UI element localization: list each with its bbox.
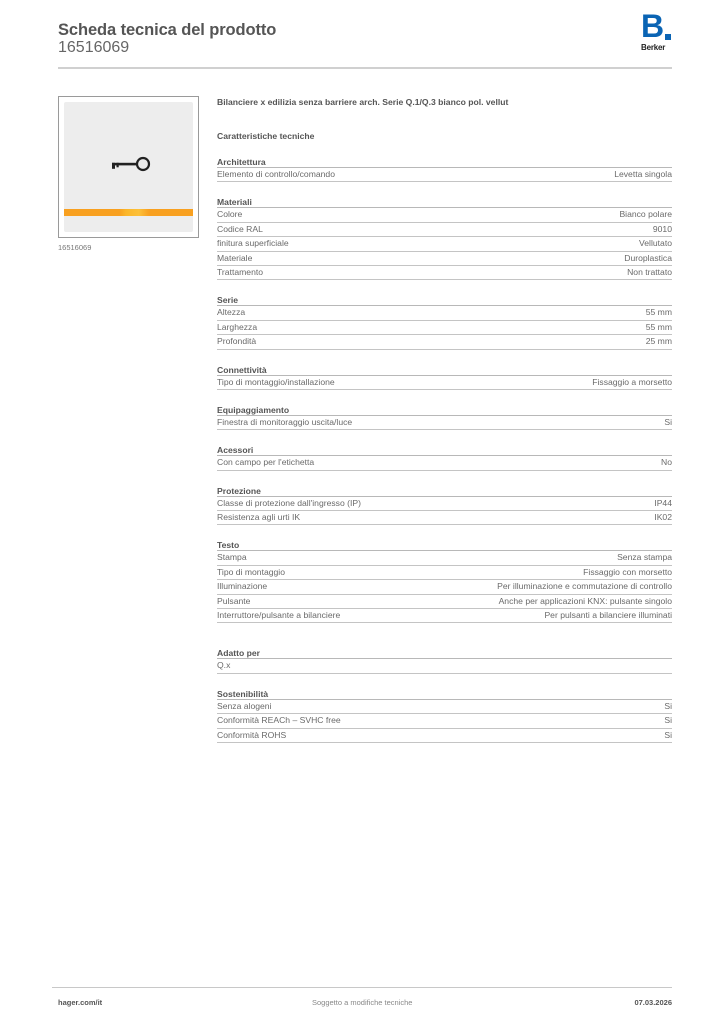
spec-value: 9010 xyxy=(652,223,672,234)
spec-label: Con campo per l'etichetta xyxy=(217,457,315,468)
spec-row xyxy=(217,566,672,580)
spec-row xyxy=(217,700,672,714)
spec-row xyxy=(217,237,672,251)
footer-divider xyxy=(52,987,672,988)
spec-row xyxy=(217,335,672,349)
section-heading: Acessori xyxy=(217,444,672,456)
spec-value: Non trattato xyxy=(627,266,672,277)
spec-content xyxy=(217,96,672,743)
spec-label: Q.x xyxy=(217,660,231,671)
spec-section xyxy=(217,647,672,673)
section-heading: Adatto per xyxy=(217,647,672,659)
key-icon xyxy=(106,154,154,174)
section-heading: Protezione xyxy=(217,485,672,497)
spec-value: Fissaggio con morsetto xyxy=(583,566,672,577)
product-title: Bilanciere x edilizia senza barriere arch. Serie Q.1/Q.3 bianco pol. vellut xyxy=(217,97,509,107)
spec-sections xyxy=(217,156,672,743)
spec-value: Fissaggio a morsetto xyxy=(592,376,672,387)
berker-logo xyxy=(641,8,675,56)
footer-notice: Soggetto a modifiche tecniche xyxy=(312,998,413,1007)
spec-row xyxy=(217,223,672,237)
spec-row xyxy=(217,168,672,182)
logo-dot xyxy=(665,34,671,40)
spec-row xyxy=(217,497,672,511)
spec-row xyxy=(217,714,672,728)
spec-section xyxy=(217,539,672,623)
spec-value: 55 mm xyxy=(645,321,672,332)
spec-value: Bianco polare xyxy=(619,209,672,220)
spec-section xyxy=(217,294,672,349)
spec-label: Tipo di montaggio xyxy=(217,566,285,577)
section-heading: Sostenibilità xyxy=(217,688,672,700)
spec-section xyxy=(217,485,672,526)
spec-section xyxy=(217,688,672,743)
header-divider xyxy=(58,67,672,69)
logo-mark: B xyxy=(641,8,664,44)
spec-label: Stampa xyxy=(217,552,247,563)
spec-label: Conformità ROHS xyxy=(217,729,287,740)
spec-label: Profondità xyxy=(217,336,257,347)
spec-section xyxy=(217,444,672,470)
spec-value: Si xyxy=(664,715,672,726)
tech-specs-heading: Caratteristiche tecniche xyxy=(217,131,315,141)
spec-row xyxy=(217,659,672,673)
spec-label: Interruttore/pulsante a bilanciere xyxy=(217,610,341,621)
spec-section xyxy=(217,364,672,390)
spec-row xyxy=(217,306,672,320)
spec-section xyxy=(217,156,672,182)
spec-value: Duroplastica xyxy=(624,252,672,263)
spec-value: Per illuminazione e commutazione di controllo xyxy=(497,581,672,592)
spec-row xyxy=(217,456,672,470)
spec-row xyxy=(217,595,672,609)
section-heading: Materiali xyxy=(217,196,672,208)
spec-label: Illuminazione xyxy=(217,581,268,592)
spec-row xyxy=(217,266,672,280)
product-image xyxy=(58,96,199,238)
spec-value: Si xyxy=(664,729,672,740)
spec-label: Codice RAL xyxy=(217,223,263,234)
spec-value: Levetta singola xyxy=(614,169,672,179)
spec-value: Anche per applicazioni KNX: pulsante singolo xyxy=(498,595,672,606)
spec-row xyxy=(217,376,672,390)
footer-date: 07.03.2026 xyxy=(634,998,672,1007)
spec-row xyxy=(217,252,672,266)
section-heading: Equipaggiamento xyxy=(217,404,672,416)
spec-label: Altezza xyxy=(217,307,246,318)
spec-label: Pulsante xyxy=(217,595,251,606)
page-title: Scheda tecnica del prodotto xyxy=(58,21,277,39)
spec-row xyxy=(217,208,672,222)
logo-brand: Berker xyxy=(641,43,666,52)
spec-label: Elemento di controllo/comando xyxy=(217,169,335,179)
spec-label: Materiale xyxy=(217,252,253,263)
spec-row xyxy=(217,729,672,743)
spec-label: Colore xyxy=(217,209,243,220)
section-heading: Serie xyxy=(217,294,672,306)
spec-value: 55 mm xyxy=(645,307,672,318)
section-heading: Testo xyxy=(217,539,672,551)
spec-value: IK02 xyxy=(654,512,672,523)
image-caption: 16516069 xyxy=(58,243,92,252)
spec-section xyxy=(217,404,672,430)
spec-label: Conformità REACh – SVHC free xyxy=(217,715,341,726)
spec-value: Per pulsanti a bilanciere illuminati xyxy=(544,610,672,621)
spec-row xyxy=(217,551,672,565)
led-light-strip xyxy=(64,209,193,216)
footer-website[interactable]: hager.com/it xyxy=(58,998,103,1007)
spec-label: Finestra di monitoraggio uscita/luce xyxy=(217,416,353,427)
spec-label: Trattamento xyxy=(217,266,264,277)
spec-row xyxy=(217,580,672,594)
rocker-switch-face xyxy=(64,102,193,232)
spec-section xyxy=(217,196,672,280)
section-heading: Connettività xyxy=(217,364,672,376)
spec-row xyxy=(217,321,672,335)
spec-label: Senza alogeni xyxy=(217,700,272,711)
spec-value: 25 mm xyxy=(645,336,672,347)
spec-label: Tipo di montaggio/installazione xyxy=(217,376,335,387)
spec-label: Resistenza agli urti IK xyxy=(217,512,301,523)
section-heading: Architettura xyxy=(217,156,672,168)
spec-label: Classe di protezione dall'ingresso (IP) xyxy=(217,497,361,508)
spec-label: finitura superficiale xyxy=(217,238,289,249)
product-number: 16516069 xyxy=(58,39,130,56)
spec-value: IP44 xyxy=(654,497,672,508)
spec-value: Senza stampa xyxy=(617,552,672,563)
spec-value: Si xyxy=(664,700,672,711)
spec-row xyxy=(217,609,672,623)
spec-row xyxy=(217,511,672,525)
spec-value: Vellutato xyxy=(639,238,672,249)
spec-row xyxy=(217,416,672,430)
spec-value: Si xyxy=(664,416,672,427)
spec-value: No xyxy=(661,457,672,468)
spec-label: Larghezza xyxy=(217,321,258,332)
